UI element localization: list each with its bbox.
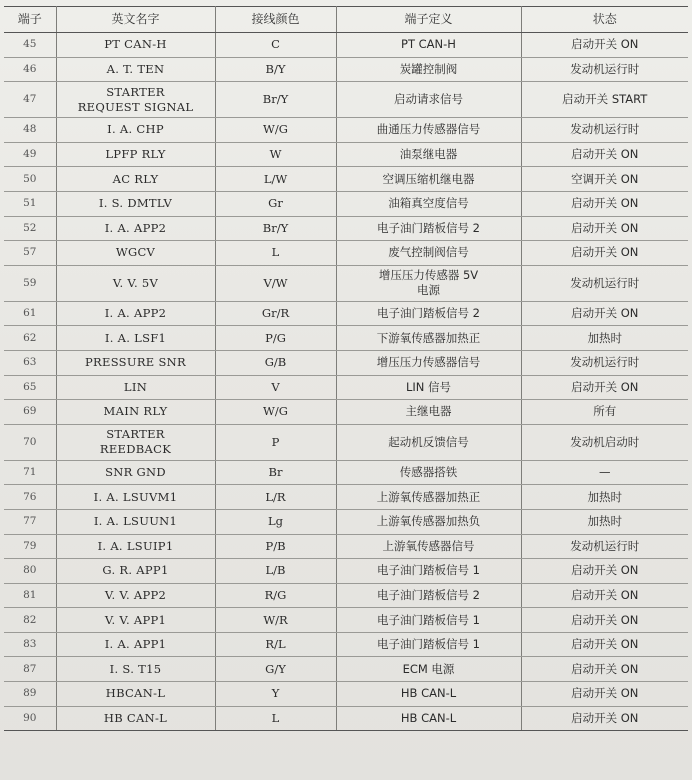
english-name-cell: I. A. APP2 <box>56 216 215 241</box>
state-cell: 发动机运行时 <box>521 534 688 559</box>
wire-color-cell: V <box>215 375 336 400</box>
wire-color-cell: L/R <box>215 485 336 510</box>
table-row <box>4 142 688 167</box>
state-cell: 启动开关 ON <box>521 142 688 167</box>
table-row <box>4 118 688 143</box>
table-row <box>4 608 688 633</box>
pin-cell: 57 <box>4 241 56 266</box>
table-row <box>4 191 688 216</box>
wire-color-cell: P/B <box>215 534 336 559</box>
wire-color-cell: P/G <box>215 326 336 351</box>
pin-cell: 46 <box>4 57 56 82</box>
wire-color-cell: W/G <box>215 118 336 143</box>
wire-color-cell: L/W <box>215 167 336 192</box>
state-cell: 加热时 <box>521 485 688 510</box>
pin-cell: 63 <box>4 350 56 375</box>
state-cell: 发动机运行时 <box>521 350 688 375</box>
table-row <box>4 241 688 266</box>
wire-color-cell: G/Y <box>215 657 336 682</box>
wire-color-cell: Gr/R <box>215 301 336 326</box>
wire-color-cell: V/W <box>215 265 336 301</box>
state-cell: 启动开关 START <box>521 82 688 118</box>
header-pin: 端子 <box>4 7 56 33</box>
definition-cell: HB CAN-L <box>336 682 521 707</box>
definition-cell: 油泵继电器 <box>336 142 521 167</box>
definition-cell: 传感器搭铁 <box>336 460 521 485</box>
definition-cell: LIN 信号 <box>336 375 521 400</box>
state-cell: 启动开关 ON <box>521 559 688 584</box>
english-name-cell: I. A. CHP <box>56 118 215 143</box>
table-body <box>4 33 688 731</box>
table-row <box>4 424 688 460</box>
definition-cell: 上游氧传感器信号 <box>336 534 521 559</box>
state-cell: 加热时 <box>521 326 688 351</box>
state-cell: 启动开关 ON <box>521 301 688 326</box>
definition-cell: 电子油门踏板信号 2 <box>336 583 521 608</box>
definition-cell: 上游氧传感器加热正 <box>336 485 521 510</box>
pin-cell: 48 <box>4 118 56 143</box>
state-cell: 发动机启动时 <box>521 424 688 460</box>
english-name-cell: I. A. LSUIP1 <box>56 534 215 559</box>
definition-cell: 油箱真空度信号 <box>336 191 521 216</box>
wire-color-cell: R/G <box>215 583 336 608</box>
wire-color-cell: B/Y <box>215 57 336 82</box>
header-english-name: 英文名字 <box>56 7 215 33</box>
definition-cell: 增压压力传感器信号 <box>336 350 521 375</box>
table-row <box>4 57 688 82</box>
wire-color-cell: R/L <box>215 632 336 657</box>
english-name-cell: MAIN RLY <box>56 400 215 425</box>
english-name-cell: V. V. APP1 <box>56 608 215 633</box>
pin-cell: 65 <box>4 375 56 400</box>
wire-color-cell: L/B <box>215 559 336 584</box>
wire-color-cell: L <box>215 241 336 266</box>
pin-cell: 51 <box>4 191 56 216</box>
wire-color-cell: Br/Y <box>215 216 336 241</box>
english-name-cell: G. R. APP1 <box>56 559 215 584</box>
definition-cell: ECM 电源 <box>336 657 521 682</box>
state-cell: 启动开关 ON <box>521 241 688 266</box>
definition-cell: 废气控制阀信号 <box>336 241 521 266</box>
definition-cell: 下游氧传感器加热正 <box>336 326 521 351</box>
table-row <box>4 632 688 657</box>
english-name-cell: I. A. LSUVM1 <box>56 485 215 510</box>
table-row <box>4 33 688 58</box>
english-name-cell: WGCV <box>56 241 215 266</box>
wire-color-cell: Br <box>215 460 336 485</box>
state-cell: 启动开关 ON <box>521 608 688 633</box>
definition-cell: 电子油门踏板信号 1 <box>336 559 521 584</box>
english-name-cell: V. V. 5V <box>56 265 215 301</box>
pin-cell: 69 <box>4 400 56 425</box>
english-name-cell: PT CAN-H <box>56 33 215 58</box>
english-name-cell: HB CAN-L <box>56 706 215 731</box>
state-cell: 启动开关 ON <box>521 706 688 731</box>
pin-cell: 61 <box>4 301 56 326</box>
table-row <box>4 534 688 559</box>
pin-cell: 59 <box>4 265 56 301</box>
definition-cell: 电子油门踏板信号 1 <box>336 608 521 633</box>
state-cell: 启动开关 ON <box>521 216 688 241</box>
english-name-cell: I. A. LSF1 <box>56 326 215 351</box>
definition-cell: 上游氧传感器加热负 <box>336 509 521 534</box>
pin-cell: 76 <box>4 485 56 510</box>
english-name-cell: I. S. T15 <box>56 657 215 682</box>
english-name-cell: LPFP RLY <box>56 142 215 167</box>
pin-cell: 47 <box>4 82 56 118</box>
pin-cell: 52 <box>4 216 56 241</box>
state-cell: 发动机运行时 <box>521 265 688 301</box>
definition-cell: 电子油门踏板信号 1 <box>336 632 521 657</box>
wire-color-cell: W <box>215 142 336 167</box>
english-name-cell: STARTER REEDBACK <box>56 424 215 460</box>
table-row <box>4 559 688 584</box>
pin-cell: 79 <box>4 534 56 559</box>
table-header-row <box>4 7 688 33</box>
table-row <box>4 301 688 326</box>
header-wire-color: 接线颜色 <box>215 7 336 33</box>
pin-cell: 80 <box>4 559 56 584</box>
table-row <box>4 375 688 400</box>
state-cell: 启动开关 ON <box>521 375 688 400</box>
english-name-cell: I. A. LSUUN1 <box>56 509 215 534</box>
pin-cell: 90 <box>4 706 56 731</box>
state-cell: 启动开关 ON <box>521 682 688 707</box>
english-name-cell: LIN <box>56 375 215 400</box>
header-state: 状态 <box>521 7 688 33</box>
english-name-cell: I. A. APP2 <box>56 301 215 326</box>
wire-color-cell: Lg <box>215 509 336 534</box>
english-name-cell: PRESSURE SNR <box>56 350 215 375</box>
wire-color-cell: C <box>215 33 336 58</box>
wire-color-cell: P <box>215 424 336 460</box>
pin-cell: 62 <box>4 326 56 351</box>
pin-cell: 45 <box>4 33 56 58</box>
table-row <box>4 167 688 192</box>
english-name-cell: SNR GND <box>56 460 215 485</box>
pin-cell: 87 <box>4 657 56 682</box>
table-row <box>4 216 688 241</box>
state-cell: 启动开关 ON <box>521 191 688 216</box>
english-name-cell: V. V. APP2 <box>56 583 215 608</box>
pin-cell: 50 <box>4 167 56 192</box>
state-cell: 空调开关 ON <box>521 167 688 192</box>
state-cell: 启动开关 ON <box>521 632 688 657</box>
header-definition: 端子定义 <box>336 7 521 33</box>
english-name-cell: A. T. TEN <box>56 57 215 82</box>
definition-cell: HB CAN-L <box>336 706 521 731</box>
english-name-cell: HBCAN-L <box>56 682 215 707</box>
table-row <box>4 350 688 375</box>
english-name-cell: I. A. APP1 <box>56 632 215 657</box>
wire-color-cell: L <box>215 706 336 731</box>
definition-cell: 炭罐控制阀 <box>336 57 521 82</box>
pin-cell: 70 <box>4 424 56 460</box>
state-cell: 启动开关 ON <box>521 657 688 682</box>
definition-cell: 电子油门踏板信号 2 <box>336 301 521 326</box>
state-cell: — <box>521 460 688 485</box>
wire-color-cell: Y <box>215 682 336 707</box>
table-row <box>4 509 688 534</box>
pin-cell: 89 <box>4 682 56 707</box>
wire-color-cell: W/R <box>215 608 336 633</box>
pin-cell: 49 <box>4 142 56 167</box>
pin-cell: 82 <box>4 608 56 633</box>
state-cell: 加热时 <box>521 509 688 534</box>
definition-cell: 电子油门踏板信号 2 <box>336 216 521 241</box>
wire-color-cell: G/B <box>215 350 336 375</box>
definition-cell: PT CAN-H <box>336 33 521 58</box>
pin-cell: 81 <box>4 583 56 608</box>
pin-definition-table <box>4 6 688 731</box>
state-cell: 启动开关 ON <box>521 33 688 58</box>
state-cell: 启动开关 ON <box>521 583 688 608</box>
wire-color-cell: Gr <box>215 191 336 216</box>
english-name-cell: STARTER REQUEST SIGNAL <box>56 82 215 118</box>
table-row <box>4 682 688 707</box>
table-row <box>4 265 688 301</box>
definition-cell: 空调压缩机继电器 <box>336 167 521 192</box>
wire-color-cell: Br/Y <box>215 82 336 118</box>
table-row <box>4 400 688 425</box>
definition-cell: 曲通压力传感器信号 <box>336 118 521 143</box>
wire-color-cell: W/G <box>215 400 336 425</box>
table-row <box>4 82 688 118</box>
pin-cell: 71 <box>4 460 56 485</box>
table-row <box>4 706 688 731</box>
table-row <box>4 657 688 682</box>
state-cell: 发动机运行时 <box>521 57 688 82</box>
pin-cell: 77 <box>4 509 56 534</box>
definition-cell: 起动机反馈信号 <box>336 424 521 460</box>
pin-cell: 83 <box>4 632 56 657</box>
english-name-cell: I. S. DMTLV <box>56 191 215 216</box>
definition-cell: 增压压力传感器 5V 电源 <box>336 265 521 301</box>
state-cell: 所有 <box>521 400 688 425</box>
table-row <box>4 326 688 351</box>
table-row <box>4 460 688 485</box>
state-cell: 发动机运行时 <box>521 118 688 143</box>
table-row <box>4 583 688 608</box>
definition-cell: 主继电器 <box>336 400 521 425</box>
english-name-cell: AC RLY <box>56 167 215 192</box>
definition-cell: 启动请求信号 <box>336 82 521 118</box>
table-row <box>4 485 688 510</box>
